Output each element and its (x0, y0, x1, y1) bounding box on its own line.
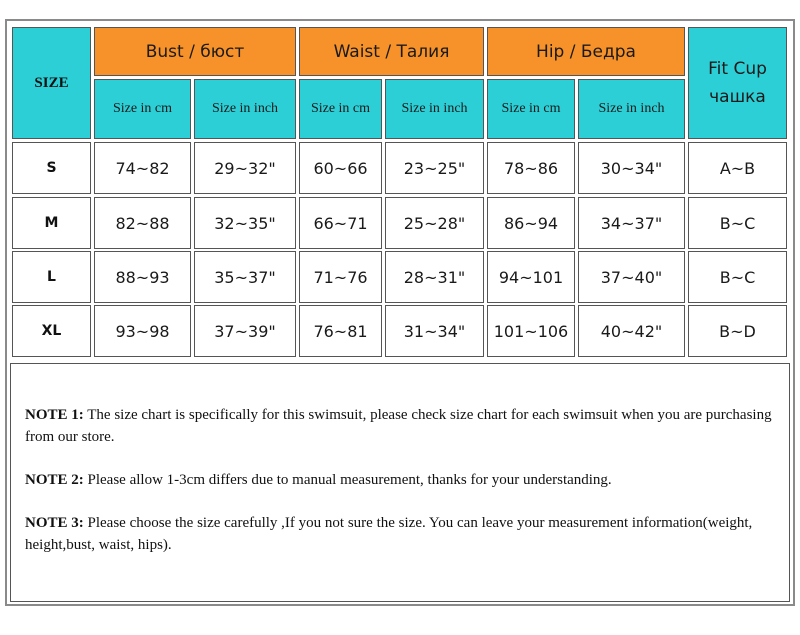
size-cell-value: L (47, 269, 56, 285)
bust-inch-subheader (194, 79, 296, 139)
bust-cm-cell-value: 82~88 (115, 213, 170, 233)
waist-cm-cell (299, 251, 382, 303)
waist-inch-cell (385, 197, 484, 249)
hip-cm-subheader-label: Size in cm (501, 101, 561, 116)
cup-cell (688, 251, 787, 303)
hip-cm-cell (487, 197, 575, 249)
hip-inch-cell-value: 37~40" (600, 267, 663, 287)
note-1 (25, 404, 785, 448)
hip-header-label: Hip / Бедра (536, 41, 636, 62)
bust-cm-subheader (94, 79, 191, 139)
waist-cm-cell-value: 71~76 (313, 267, 368, 287)
hip-inch-cell-value: 34~37" (600, 213, 663, 233)
hip-cm-cell-value: 78~86 (503, 158, 559, 178)
note-1-text: The size chart is specifically for this swimsuit, please check size chart for each swimsuit when you are purchasing from our store. (25, 407, 772, 445)
bust-cm-cell (94, 142, 191, 194)
note-2-text: Please allow 1-3cm differs due to manual measurement, thanks for your understanding. (83, 472, 612, 488)
bust-header-label: Bust / бюст (145, 41, 245, 62)
note-2 (25, 469, 785, 491)
bust-cm-cell-value: 74~82 (115, 158, 170, 178)
waist-inch-cell (385, 251, 484, 303)
hip-cm-cell (487, 142, 575, 194)
waist-cm-cell (299, 305, 382, 357)
bust-header (94, 27, 296, 76)
cup-cell-value: B~C (719, 213, 756, 233)
bust-inch-cell-value: 29~32" (214, 158, 276, 178)
bust-inch-cell-value: 35~37" (214, 267, 276, 287)
bust-cm-cell-value: 93~98 (115, 321, 170, 341)
hip-inch-cell (578, 142, 685, 194)
hip-cm-subheader (487, 79, 575, 139)
waist-inch-cell-value: 25~28" (403, 213, 466, 233)
bust-inch-cell (194, 142, 296, 194)
bust-inch-cell-value: 37~39" (214, 321, 276, 341)
hip-inch-cell (578, 251, 685, 303)
cup-cell (688, 142, 787, 194)
bust-cm-cell (94, 305, 191, 357)
size-cell (12, 197, 91, 249)
bust-cm-cell (94, 197, 191, 249)
size-cell (12, 305, 91, 357)
hip-header (487, 27, 685, 76)
hip-inch-subheader (578, 79, 685, 139)
cup-cell (688, 197, 787, 249)
hip-inch-subheader-label: Size in inch (598, 101, 665, 116)
fit-cup-label-ru: чашка (709, 87, 766, 107)
notes-box (10, 363, 790, 602)
waist-cm-cell-value: 76~81 (313, 321, 368, 341)
hip-cm-cell (487, 251, 575, 303)
size-cell-value: M (44, 215, 59, 231)
note-1-label: NOTE 1: (25, 407, 84, 423)
note-3 (25, 512, 785, 556)
cup-cell-value: B~C (719, 267, 756, 287)
cup-cell-value: B~D (719, 321, 756, 341)
cup-cell (688, 305, 787, 357)
waist-cm-cell (299, 197, 382, 249)
bust-cm-cell (94, 251, 191, 303)
waist-cm-cell (299, 142, 382, 194)
hip-inch-cell (578, 305, 685, 357)
note-3-text: Please choose the size carefully ,If you not sure the size. You can leave your measurement information(weight, height,bust, waist, hips). (25, 515, 753, 553)
size-header-label: SIZE (34, 74, 69, 91)
hip-inch-cell (578, 197, 685, 249)
waist-inch-cell (385, 305, 484, 357)
waist-header (299, 27, 484, 76)
waist-cm-subheader (299, 79, 382, 139)
waist-cm-cell-value: 60~66 (313, 158, 368, 178)
note-3-label: NOTE 3: (25, 515, 84, 531)
cup-cell-value: A~B (719, 158, 756, 178)
hip-inch-cell-value: 40~42" (600, 321, 663, 341)
waist-inch-cell-value: 23~25" (403, 158, 466, 178)
waist-header-label: Waist / Талия (333, 41, 450, 62)
waist-cm-subheader-label: Size in cm (310, 101, 371, 116)
waist-inch-subheader-label: Size in inch (401, 101, 468, 116)
bust-inch-cell (194, 305, 296, 357)
waist-inch-cell-value: 31~34" (403, 321, 466, 341)
bust-inch-cell-value: 32~35" (214, 213, 276, 233)
hip-cm-cell-value: 101~106 (493, 321, 569, 341)
size-cell-value: XL (41, 323, 62, 339)
waist-inch-subheader (385, 79, 484, 139)
waist-inch-cell-value: 28~31" (403, 267, 466, 287)
hip-cm-cell (487, 305, 575, 357)
size-cell (12, 142, 91, 194)
hip-cm-cell-value: 94~101 (498, 267, 564, 287)
size-cell (12, 251, 91, 303)
bust-inch-subheader-label: Size in inch (211, 101, 279, 116)
waist-inch-cell (385, 142, 484, 194)
bust-inch-cell (194, 197, 296, 249)
bust-inch-cell (194, 251, 296, 303)
bust-cm-cell-value: 88~93 (115, 267, 170, 287)
fit-cup-header (688, 27, 787, 139)
size-header (12, 27, 91, 139)
bust-cm-subheader-label: Size in cm (112, 101, 173, 116)
size-cell-value: S (46, 160, 57, 176)
fit-cup-label: Fit Cup (708, 59, 767, 79)
hip-cm-cell-value: 86~94 (503, 213, 559, 233)
hip-inch-cell-value: 30~34" (600, 158, 663, 178)
waist-cm-cell-value: 66~71 (313, 213, 368, 233)
note-2-label: NOTE 2: (25, 472, 84, 488)
